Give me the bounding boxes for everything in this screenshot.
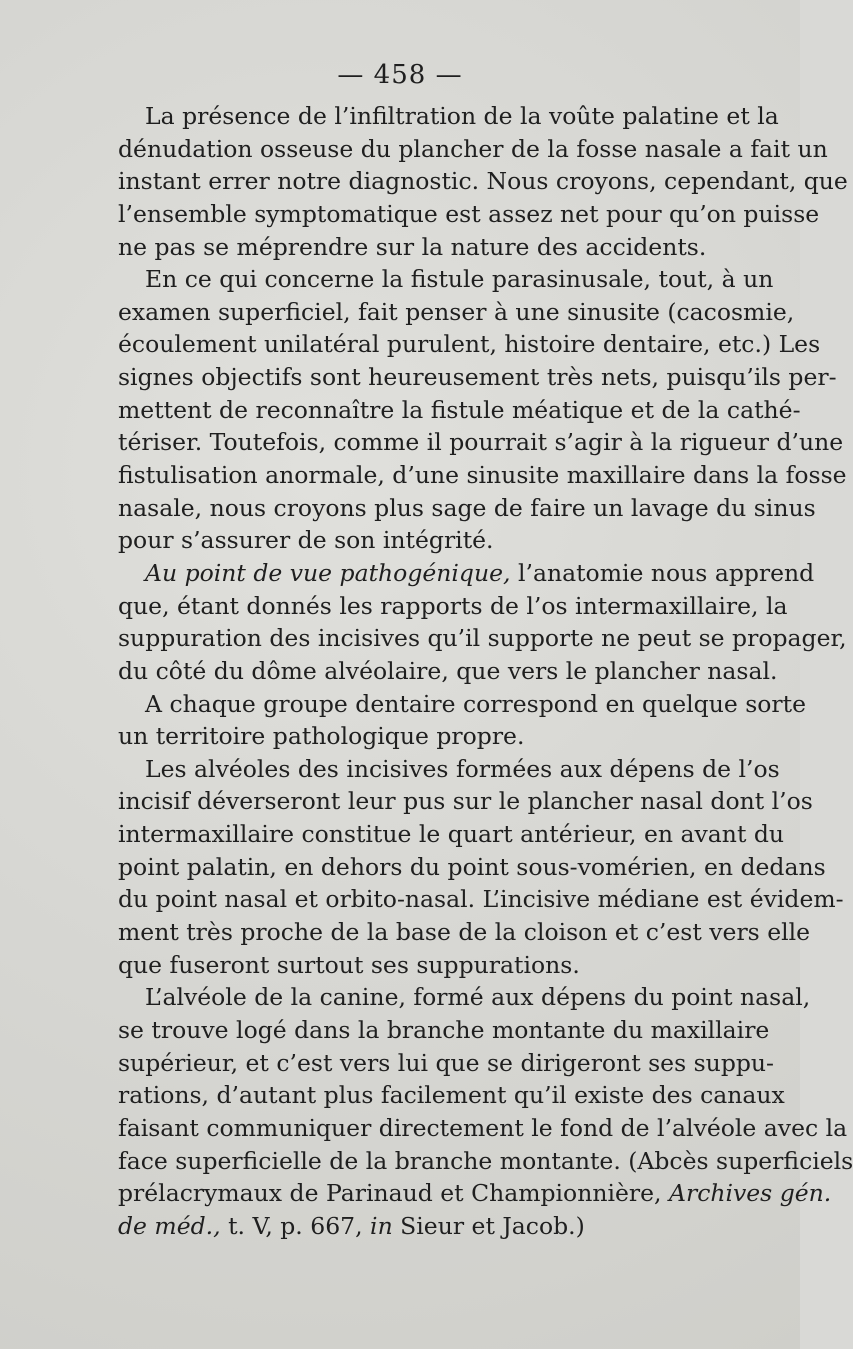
text-line (118, 1047, 774, 1080)
line-text: un territoire pathologique propre. (118, 722, 525, 751)
line-text: prélacrymaux de Parinaud et Championnière, (118, 1179, 662, 1208)
line-text: intermaxillaire constitue le quart antérieur, en avant du (118, 820, 785, 849)
italic-text: Archives gén. (661, 1179, 832, 1208)
text-line (118, 328, 821, 361)
line-text: Les alvéoles des incisives formées aux dépens de l’os (145, 754, 780, 783)
line-text: L’alvéole de la canine, formé aux dépens du point nasal, (145, 983, 811, 1012)
page-number: — 458 — (337, 60, 463, 90)
text-line (118, 655, 778, 688)
line-text: que, étant donnés les rapports de l’os intermaxillaire, la (118, 591, 788, 620)
line-text: suppuration des incisives qu’il supporte ne peut se propager, (118, 624, 847, 653)
text-line (118, 263, 774, 296)
line-text: ne pas se méprendre sur la nature des accidents. (118, 232, 707, 261)
line-text: du point nasal et orbito-nasal. L’incisive médiane est évidem- (118, 885, 844, 914)
line-text: La présence de l’infiltration de la voûte palatine et la (145, 102, 779, 130)
text-line (118, 981, 811, 1014)
text-line (118, 165, 848, 198)
text-line (118, 459, 847, 492)
text-line (118, 818, 785, 851)
text-line (118, 394, 801, 427)
text-line (118, 851, 826, 884)
body-text (118, 100, 853, 1242)
text-line (118, 1014, 770, 1047)
line-text: rations, d’autant plus facilement qu’il existe des canaux (118, 1081, 785, 1110)
italic-text: de méd., (118, 1211, 221, 1240)
text-line (118, 524, 756, 557)
text-line (118, 720, 756, 753)
line-text: A chaque groupe dentaire correspond en quelque sorte (145, 689, 806, 718)
text-line (118, 688, 806, 721)
line-text: fistulisation anormale, d’une sinusite maxillaire dans la fosse (118, 461, 847, 490)
text-line (118, 100, 779, 133)
text-line (118, 590, 788, 623)
line-text: l’ensemble symptomatique est assez net pour qu’on puisse (118, 199, 820, 228)
line-text: Sieur et Jacob.) (392, 1211, 585, 1240)
line-text: pour s’assurer de son intégrité. (118, 526, 494, 555)
line-text: point palatin, en dehors du point sous-vomérien, en dedans (118, 852, 826, 881)
line-text: supérieur, et c’est vers lui que se dirigeront ses suppu- (118, 1048, 774, 1077)
line-text: examen superficiel, fait penser à une sinusite (cacosmie, (118, 297, 795, 326)
text-line (118, 296, 795, 329)
text-line (118, 916, 811, 949)
text-line (118, 622, 847, 655)
text-line (118, 1210, 756, 1243)
line-text: En ce qui concerne la fistule parasinusale, tout, à un (145, 265, 774, 294)
text-line (118, 426, 844, 459)
text-line (118, 133, 828, 166)
text-line (118, 231, 756, 264)
text-line (118, 1145, 853, 1178)
italic-text: Au point de vue pathogénique, (145, 558, 511, 587)
line-text: mettent de reconnaître la fistule méatique et de la cathé- (118, 395, 801, 424)
line-text: incisif déverseront leur pus sur le plancher nasal dont l’os (118, 787, 813, 816)
text-line (118, 361, 837, 394)
line-text: ment très proche de la base de la cloison et c’est vers elle (118, 918, 811, 947)
line-text: face superficielle de la branche montante. (Abcès superficiels (118, 1146, 853, 1175)
line-text: signes objectifs sont heureusement très nets, puisqu’ils per- (118, 363, 837, 392)
line-text: faisant communiquer directement le fond de l’alvéole avec la (118, 1113, 848, 1142)
line-text: se trouve logé dans la branche montante du maxillaire (118, 1015, 770, 1044)
text-line (118, 785, 813, 818)
text-line (118, 1177, 832, 1210)
line-text: tériser. Toutefois, comme il pourrait s’agir à la rigueur d’une (118, 428, 844, 457)
text-line (118, 883, 844, 916)
line-text: écoulement unilatéral purulent, histoire dentaire, etc.) Les (118, 330, 821, 359)
line-text: du côté du dôme alvéolaire, que vers le plancher nasal. (118, 656, 778, 685)
line-text: instant errer notre diagnostic. Nous croyons, cependant, que (118, 167, 848, 196)
line-text: t. V, p. 667, (220, 1211, 371, 1240)
text-line (118, 1112, 848, 1145)
line-text: l’anatomie nous apprend (510, 558, 815, 587)
italic-text: in (370, 1211, 393, 1240)
line-text: nasale, nous croyons plus sage de faire un lavage du sinus (118, 493, 816, 522)
text-line (118, 949, 756, 982)
text-line (118, 198, 820, 231)
text-line (118, 492, 816, 525)
line-text: dénudation osseuse du plancher de la fosse nasale a fait un (118, 134, 828, 163)
text-line (118, 753, 780, 786)
text-line (118, 1079, 785, 1112)
line-text: que fuseront surtout ses suppurations. (118, 950, 580, 979)
text-line (118, 557, 815, 590)
